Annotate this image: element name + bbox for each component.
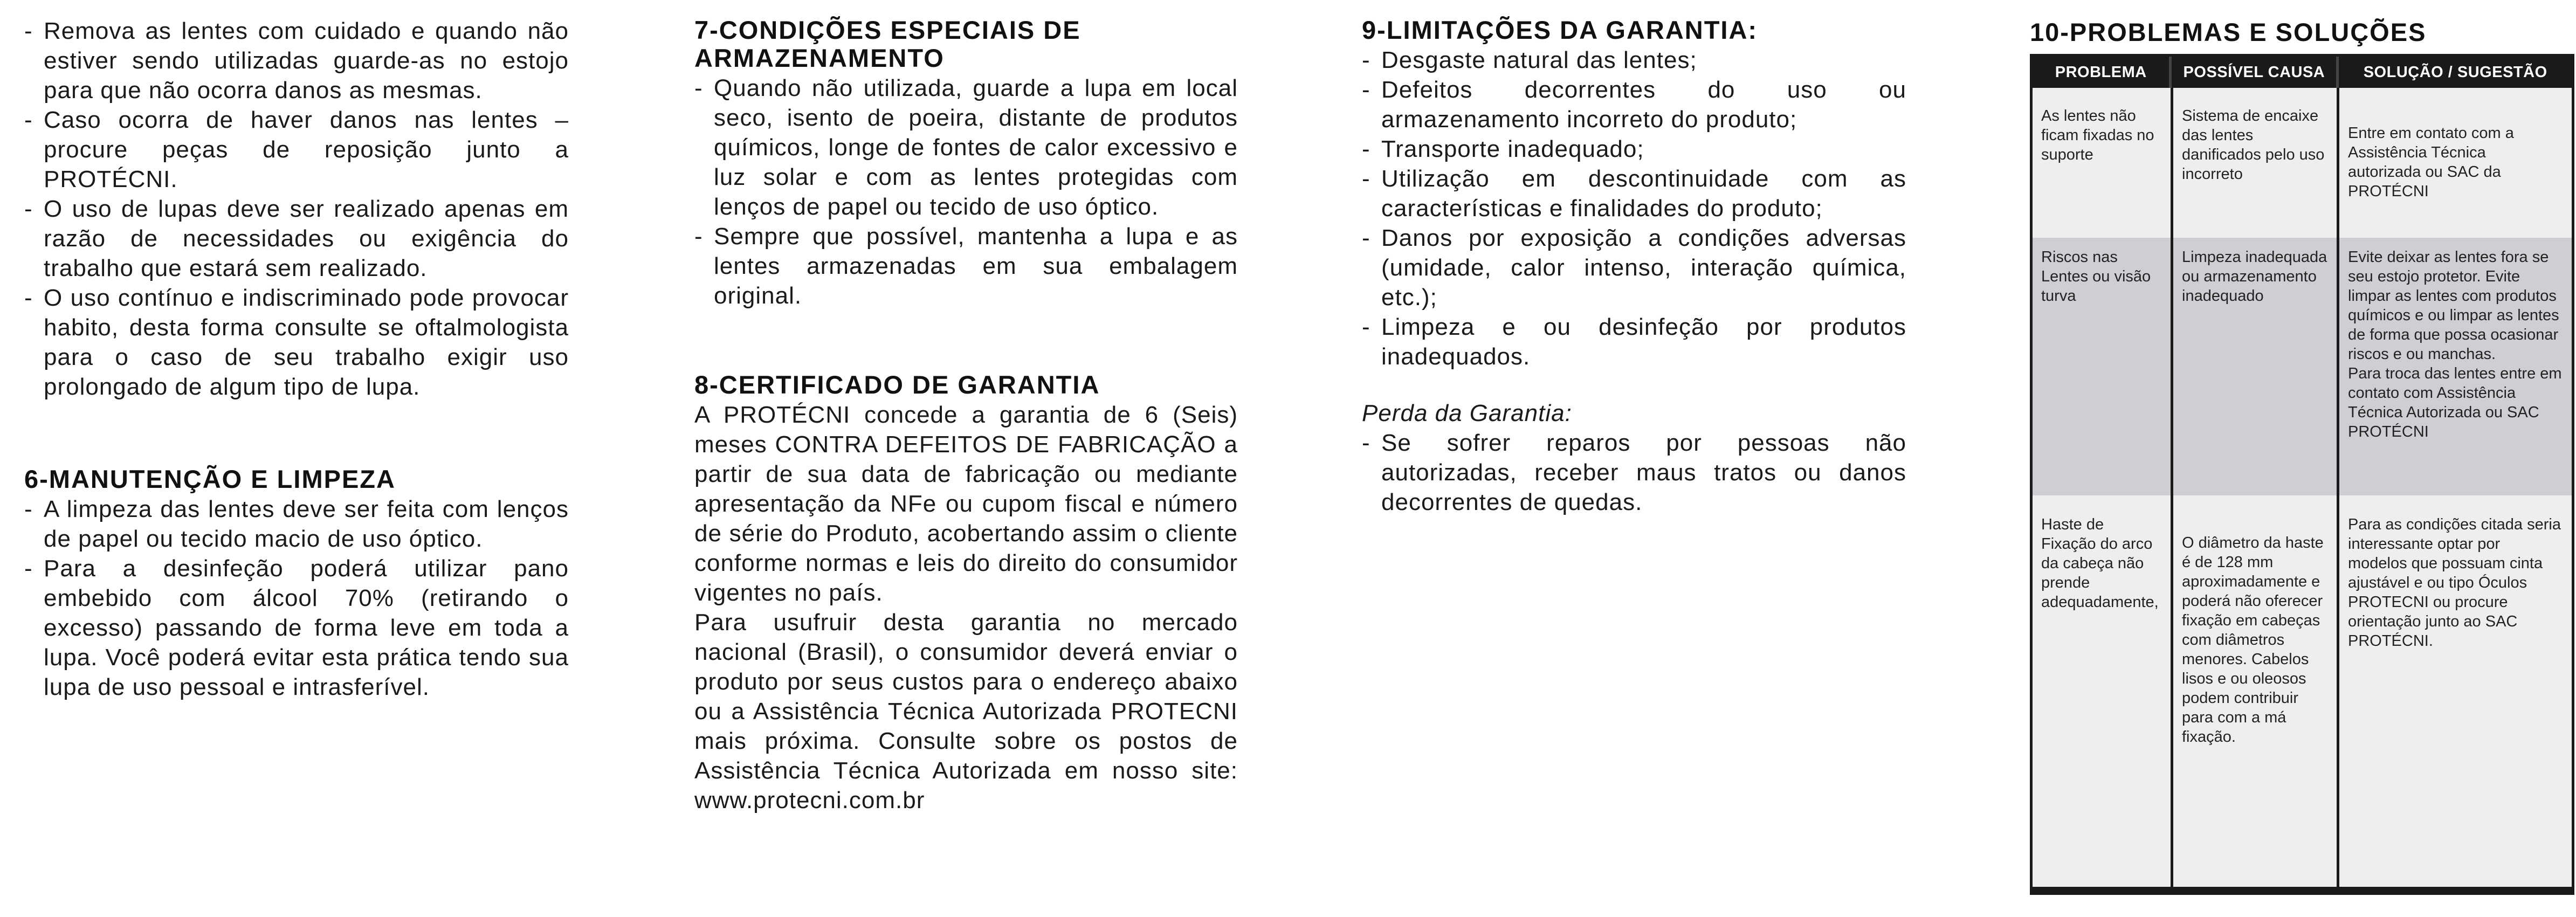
- section-7-heading: 7-CONDIÇÕES ESPECIAIS DE ARMAZENAMENTO: [694, 16, 1081, 72]
- section-9-heading: 9-LIMITAÇÕES DA GARANTIA:: [1362, 16, 1758, 44]
- cell-cause: Limpeza inadequada ou armazenamento inadequado: [2171, 238, 2337, 495]
- column-4: [2030, 0, 2574, 46]
- list-item: - Caso ocorra de haver danos nas lentes – procure peças de reposição junto a PROTÉCNI.: [24, 105, 569, 194]
- list-item: - Para a desinfeção poderá utilizar pano embebido com álcool 70% (retirando o excesso) passando de forma leve em toda a lupa. Você poderá evitar esta prática tendo sua lupa de uso pessoal e intrasferível.: [24, 554, 569, 702]
- column-3: [1362, 0, 1906, 517]
- warranty-loss-list: [1362, 428, 1906, 517]
- cell-solution: Evite deixar as lentes fora se seu estojo protetor. Evite limpar as lentes com produtos químicos e ou limpar as lentes de forma que possa ocasionar riscos e ou manchas. Para troca das lentes entre em contato com Assistência Técnica Autorizada ou SAC PROTÉCNI: [2337, 238, 2572, 495]
- list-item: - Danos por exposição a condições adversas (umidade, calor intenso, interação química, etc.);: [1362, 223, 1906, 312]
- table-row: [2033, 88, 2572, 238]
- cell-cause: Sistema de encaixe das lentes danificados pelo uso incorreto: [2171, 88, 2337, 238]
- list-item: - Defeitos decorrentes do uso ou armazenamento incorreto do produto;: [1362, 75, 1906, 134]
- cell-problem: Riscos nas Lentes ou visão turva: [2041, 249, 2151, 305]
- list-item: - A limpeza das lentes deve ser feita com lenços de papel ou tecido macio de uso óptico.: [24, 494, 569, 554]
- header-solution: SOLUÇÃO / SUGESTÃO: [2336, 57, 2572, 88]
- cell-solution: Para as condições citada seria interessante optar por modelos que possuam cinta ajustável e ou tipo Óculos PROTECNI ou procure orientação junto ao SAC PROTÉCNI.: [2337, 495, 2572, 887]
- table-row: [2033, 238, 2572, 495]
- column-1: [24, 0, 569, 702]
- warranty-paragraph-2: Para usufruir desta garantia no mercado nacional (Brasil), o consumidor deverá enviar o produto por seus custos para o endereço abaixo ou a Assistência Técnica Autorizada PROTECNI mais próxima. Consulte sobre os postos de Assistência Técnica Autorizada em nosso site: www.protecni.com.br: [694, 609, 1238, 813]
- section-6-heading: 6-MANUTENÇÃO E LIMPEZA: [24, 465, 396, 493]
- list-item: - Sempre que possível, mantenha a lupa e as lentes armazenadas em sua embalagem original.: [694, 222, 1238, 311]
- list-item: - Remova as lentes com cuidado e quando não estiver sendo utilizadas guarde-as no estojo para que não ocorra danos as mesmas.: [24, 16, 569, 105]
- care-list: [24, 16, 569, 402]
- cell-cause: O diâmetro da haste é de 128 mm aproximadamente e poderá não oferecer fixação em cabeças com diâmetros menores. Cabelos lisos e ou oleosos podem contribuir para com a má fixação.: [2171, 495, 2337, 887]
- table-header: [2033, 57, 2572, 88]
- section-8-heading: 8-CERTIFICADO DE GARANTIA: [694, 370, 1100, 399]
- header-cause: POSSÍVEL CAUSA: [2169, 57, 2336, 88]
- warranty-loss-title: Perda da Garantia:: [1362, 400, 1572, 426]
- list-item: - O uso contínuo e indiscriminado pode provocar habito, desta forma consulte se oftalmologista para o caso de seu trabalho exigir uso prolongado de algum tipo de lupa.: [24, 283, 569, 402]
- list-item: - Limpeza e ou desinfeção por produtos inadequados.: [1362, 312, 1906, 371]
- section-10-heading: 10-PROBLEMAS E SOLUÇÕES: [2030, 18, 2427, 46]
- header-problem: PROBLEMA: [2055, 63, 2147, 81]
- cell-solution: Entre em contato com a Assistência Técnica autorizada ou SAC da PROTÉCNI: [2337, 88, 2572, 238]
- cell-problem: As lentes não ficam fixadas no suporte: [2041, 107, 2154, 163]
- list-item: - O uso de lupas deve ser realizado apenas em razão de necessidades ou exigência do trabalho que estará sem realizado.: [24, 194, 569, 283]
- list-item: - Transporte inadequado;: [1362, 134, 1906, 164]
- list-item: - Desgaste natural das lentes;: [1362, 45, 1906, 75]
- list-item: - Se sofrer reparos por pessoas não autorizadas, receber maus tratos ou danos decorrentes de quedas.: [1362, 428, 1906, 517]
- limitations-list: [1362, 45, 1906, 371]
- warranty-paragraph-1: A PROTÉCNI concede a garantia de 6 (Seis) meses CONTRA DEFEITOS DE FABRICAÇÃO a partir de sua data de fabricação ou mediante apresentação da NFe ou cupom fiscal e número de série do Produto, acobertando assim o cliente conforme normas e leis do direito do consumidor vigentes no país.: [694, 402, 1238, 606]
- list-item: - Quando não utilizada, guarde a lupa em local seco, isento de poeira, distante de produtos químicos, longe de fontes de calor excessivo e luz solar e com as lentes protegidas com lenços de papel ou tecido de uso óptico.: [694, 73, 1238, 222]
- maintenance-list: [24, 494, 569, 702]
- column-2: [694, 0, 1238, 815]
- problems-solutions-table: [2030, 54, 2574, 895]
- list-item: - Utilização em descontinuidade com as características e finalidades do produto;: [1362, 164, 1906, 223]
- storage-list: [694, 73, 1238, 311]
- cell-problem: Haste de Fixação do arco da cabeça não prende adequadamente,: [2041, 516, 2159, 611]
- table-row: [2033, 495, 2572, 887]
